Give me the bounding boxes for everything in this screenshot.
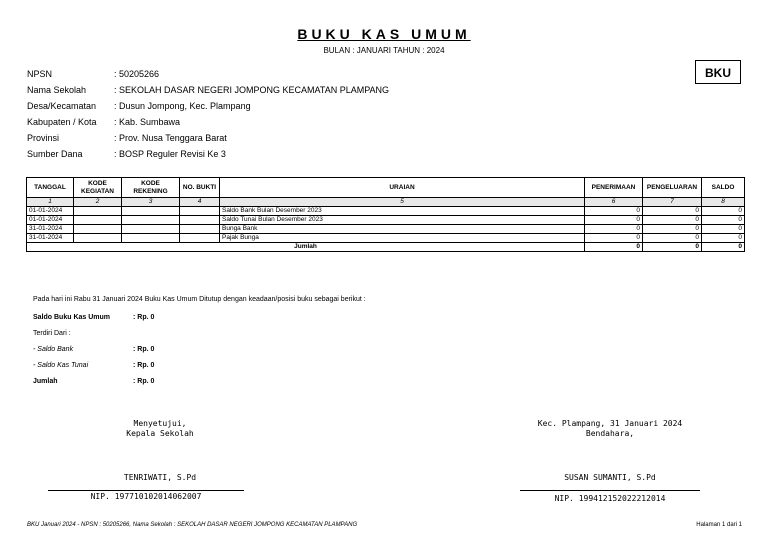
column-index-row — [27, 198, 745, 207]
info-row-regency — [27, 116, 180, 129]
col-header-balance: SALDO — [702, 178, 745, 198]
column-index: 3 — [122, 198, 180, 207]
info-label: NPSN — [27, 69, 53, 79]
cell-account-code — [122, 234, 180, 243]
cell-date: 31-01-2024 — [27, 234, 74, 243]
info-row-village — [27, 100, 251, 113]
principal-name: TENRIWATI, S.Pd — [123, 473, 197, 482]
cell-date: 01-01-2024 — [27, 216, 74, 225]
table-row — [27, 216, 745, 225]
principal-nip: NIP. 197710102014062007 — [90, 492, 202, 501]
table-row — [27, 234, 745, 243]
cell-income: 0 — [585, 207, 643, 216]
col-header-account-code: KODE REKENING — [122, 178, 180, 198]
cell-expense: 0 — [643, 225, 702, 234]
cell-description: Pajak Bunga — [220, 234, 585, 243]
treasurer-nip: NIP. 199412152022212014 — [554, 494, 666, 503]
cell-expense: 0 — [643, 234, 702, 243]
summary-label: Jumlah — [33, 378, 58, 385]
summary-row-bank-balance — [33, 345, 154, 355]
cell-account-code — [122, 207, 180, 216]
footer-page-number: Halaman 1 dari 1 — [696, 522, 742, 528]
cell-date: 31-01-2024 — [27, 225, 74, 234]
col-header-date: TANGGAL — [27, 178, 74, 198]
document-period: BULAN : JANUARI TAHUN : 2024 — [323, 46, 445, 55]
summary-value: : Rp. 0 — [133, 314, 155, 321]
col-header-description: URAIAN — [220, 178, 585, 198]
info-value: : SEKOLAH DASAR NEGERI JOMPONG KECAMATAN PLAMPANG — [114, 85, 390, 95]
total-balance: 0 — [702, 243, 745, 252]
cell-activity-code — [74, 234, 122, 243]
column-index: 6 — [585, 198, 643, 207]
summary-row-consists-of — [33, 329, 133, 339]
summary-value: : Rp. 0 — [133, 346, 155, 353]
cell-balance: 0 — [702, 207, 745, 216]
approver-role: Kepala Sekolah — [126, 429, 194, 438]
cell-balance: 0 — [702, 216, 745, 225]
treasurer-name: SUSAN SUMANTI, S.Pd — [564, 473, 656, 482]
info-value: : Kab. Sumbawa — [114, 117, 181, 127]
col-header-receipt-no: NO. BUKTI — [180, 178, 220, 198]
info-value: : BOSP Reguler Revisi Ke 3 — [114, 149, 226, 159]
cell-expense: 0 — [643, 216, 702, 225]
summary-value: : Rp. 0 — [133, 362, 155, 369]
summary-row-total-balance — [33, 313, 154, 323]
summary-label: - Saldo Bank — [33, 346, 74, 353]
info-value: : Dusun Jompong, Kec. Plampang — [114, 101, 251, 111]
info-value: : Prov. Nusa Tenggara Barat — [114, 133, 227, 143]
summary-label: Saldo Buku Kas Umum — [33, 314, 111, 321]
closing-statement: Pada hari ini Rabu 31 Januari 2024 Buku Kas Umum Ditutup dengan keadaan/posisi buku sebagai berikut : — [33, 296, 366, 303]
column-index: 2 — [74, 198, 122, 207]
info-label: Kabupaten / Kota — [27, 117, 97, 127]
table-row — [27, 207, 745, 216]
info-row-school-name — [27, 84, 389, 97]
cell-activity-code — [74, 216, 122, 225]
col-header-activity-code: KODE KEGIATAN — [74, 178, 122, 198]
column-index: 5 — [220, 198, 585, 207]
cell-income: 0 — [585, 234, 643, 243]
cell-account-code — [122, 225, 180, 234]
summary-row-sum — [33, 377, 154, 387]
treasurer-role: Bendahara, — [585, 429, 635, 438]
info-label: Sumber Dana — [27, 149, 83, 159]
column-index: 8 — [702, 198, 745, 207]
col-header-expense: PENGELUARAN — [643, 178, 702, 198]
cell-receipt-no — [180, 207, 220, 216]
cell-activity-code — [74, 225, 122, 234]
summary-value: : Rp. 0 — [133, 378, 155, 385]
info-row-npsn — [27, 68, 159, 81]
place-date: Kec. Plampang, 31 Januari 2024 — [537, 419, 683, 428]
total-income: 0 — [585, 243, 643, 252]
approval-caption: Menyetujui, — [133, 419, 187, 428]
footer-document-info: BKU Januari 2024 - NPSN : 50205266, Nama Sekolah : SEKOLAH DASAR NEGERI JOMPONG KECAMATAN PLAMPANG — [27, 522, 358, 528]
info-row-province — [27, 132, 227, 145]
cell-date: 01-01-2024 — [27, 207, 74, 216]
bku-badge: BKU — [695, 60, 741, 84]
column-index: 7 — [643, 198, 702, 207]
cell-description: Saldo Bank Bulan Desember 2023 — [220, 207, 585, 216]
cash-ledger-table — [26, 177, 745, 252]
cell-receipt-no — [180, 234, 220, 243]
cell-income: 0 — [585, 225, 643, 234]
cell-account-code — [122, 216, 180, 225]
cell-receipt-no — [180, 216, 220, 225]
info-label: Nama Sekolah — [27, 85, 87, 95]
cell-description: Bunga Bank — [220, 225, 585, 234]
cell-income: 0 — [585, 216, 643, 225]
table-total-row — [27, 243, 745, 252]
summary-row-cash-balance — [33, 361, 154, 371]
total-label: Jumlah — [27, 243, 585, 252]
col-header-income: PENERIMAAN — [585, 178, 643, 198]
cell-description: Saldo Tunai Bulan Desember 2023 — [220, 216, 585, 225]
total-expense: 0 — [643, 243, 702, 252]
summary-label: Terdiri Dari : — [33, 330, 71, 337]
summary-label: - Saldo Kas Tunai — [33, 362, 89, 369]
info-label: Provinsi — [27, 133, 60, 143]
cell-activity-code — [74, 207, 122, 216]
cell-balance: 0 — [702, 225, 745, 234]
cell-expense: 0 — [643, 207, 702, 216]
document-title: BUKU KAS UMUM — [297, 26, 471, 42]
table-row — [27, 225, 745, 234]
cell-receipt-no — [180, 225, 220, 234]
info-row-fund-source — [27, 148, 226, 161]
info-label: Desa/Kecamatan — [27, 101, 97, 111]
signature-line — [520, 490, 700, 491]
info-value: : 50205266 — [114, 69, 160, 79]
column-index: 1 — [27, 198, 74, 207]
column-index: 4 — [180, 198, 220, 207]
table-header-row — [27, 178, 745, 198]
cell-balance: 0 — [702, 234, 745, 243]
